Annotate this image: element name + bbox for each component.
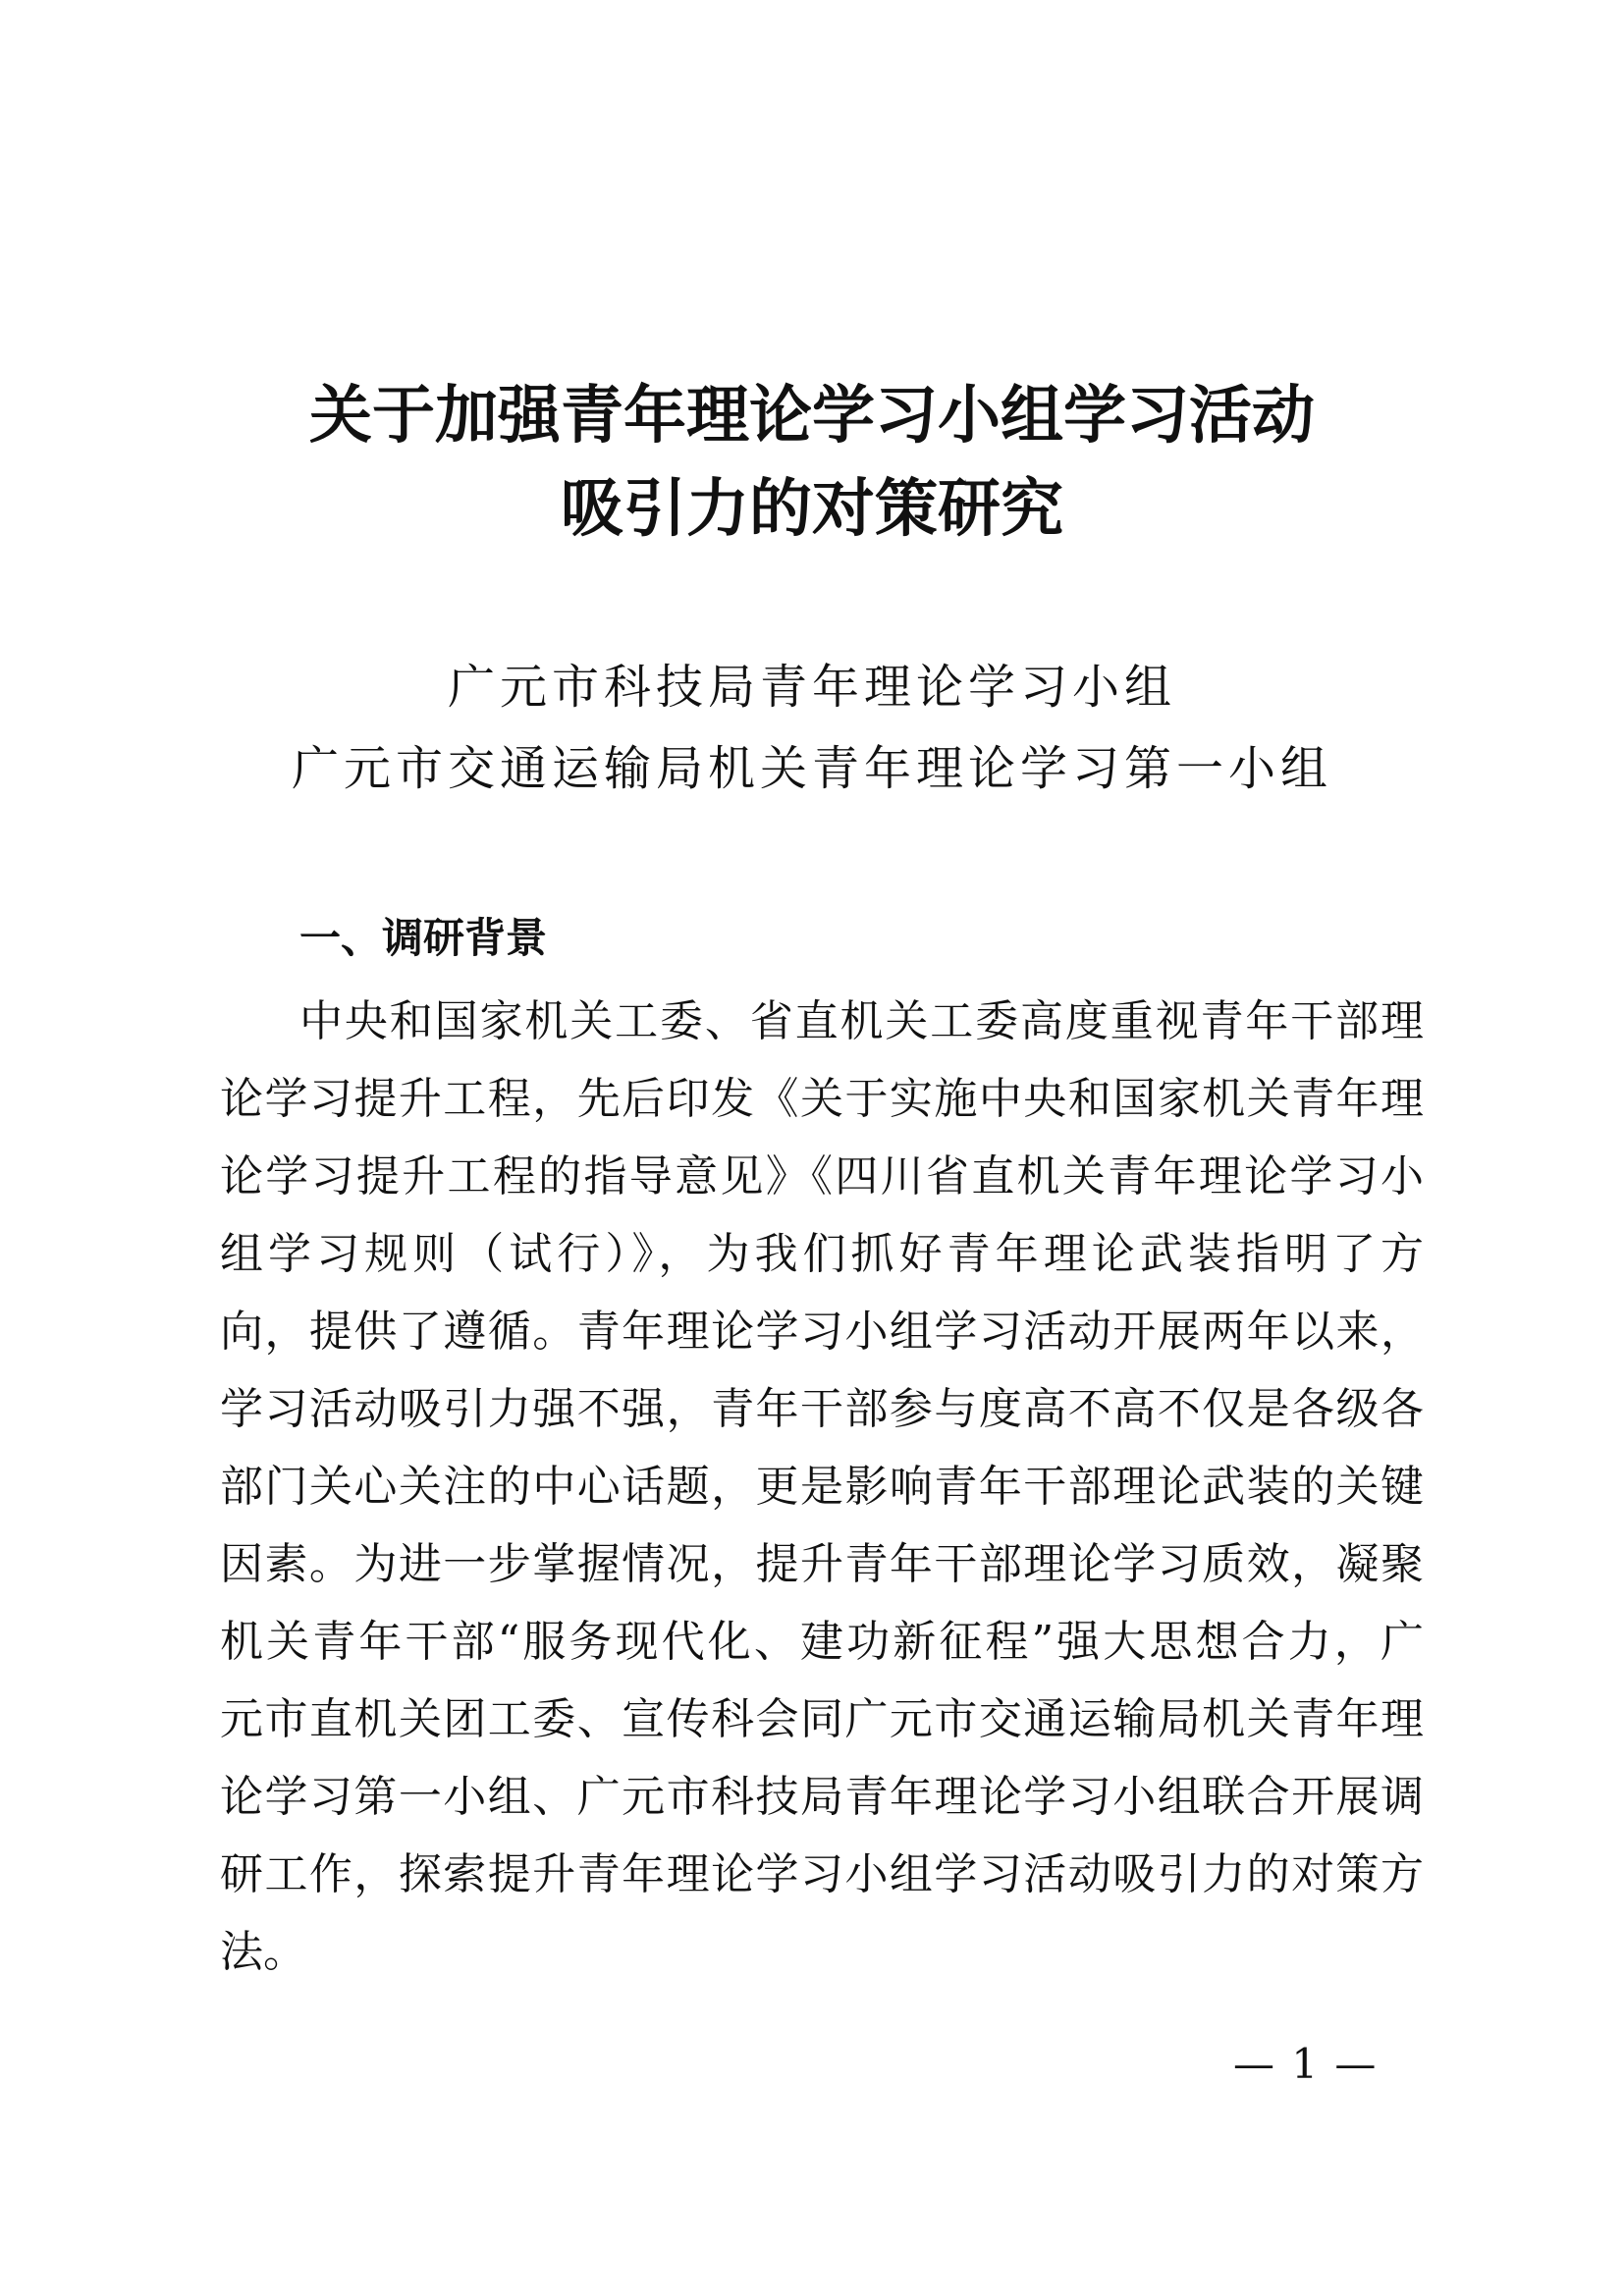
paragraph-line-1: 中央和国家机关工委、省直机关工委高度重视青年干部理 bbox=[299, 996, 1424, 1046]
document-title-line-1: 关于加强青年理论学习小组学习活动 bbox=[309, 379, 1315, 453]
author-line-1: 广元市科技局青年理论学习小组 bbox=[447, 660, 1176, 715]
paragraph-line-11: 论学习第一小组、广元市科技局青年理论学习小组联合开展调 bbox=[220, 1772, 1424, 1822]
paragraph-line-10: 元市直机关团工委、宣传科会同广元市交通运输局机关青年理 bbox=[220, 1694, 1424, 1744]
paragraph-line-7: 部门关心关注的中心话题，更是影响青年干部理论武装的关键 bbox=[220, 1462, 1424, 1512]
paragraph-line-9: 机关青年干部“服务现代化、建功新征程”强大思想合力，广 bbox=[220, 1617, 1424, 1667]
paragraph-line-2: 论学习提升工程，先后印发《关于实施中央和国家机关青年理 bbox=[220, 1074, 1424, 1124]
paragraph-line-3: 论学习提升工程的指导意见》《四川省直机关青年理论学习小 bbox=[220, 1151, 1424, 1201]
paragraph-line-8: 因素。为进一步掌握情况，提升青年干部理论学习质效，凝聚 bbox=[220, 1539, 1424, 1589]
document-title-line-2: 吸引力的对策研究 bbox=[561, 472, 1063, 546]
section-heading: 一、调研背景 bbox=[299, 914, 548, 962]
author-line-2: 广元市交通运输局机关青年理论学习第一小组 bbox=[291, 741, 1332, 796]
paragraph-line-6: 学习活动吸引力强不强，青年干部参与度高不高不仅是各级各 bbox=[220, 1384, 1424, 1434]
page-number: — 1 — bbox=[1233, 2040, 1379, 2088]
paragraph-line-12: 研工作，探索提升青年理论学习小组学习活动吸引力的对策方 bbox=[220, 1849, 1424, 1899]
paragraph-line-5: 向，提供了遵循。青年理论学习小组学习活动开展两年以来， bbox=[220, 1307, 1424, 1357]
paragraph-line-4: 组学习规则（试行）》，为我们抓好青年理论武装指明了方 bbox=[220, 1229, 1424, 1279]
paragraph-line-13: 法。 bbox=[220, 1927, 306, 1977]
